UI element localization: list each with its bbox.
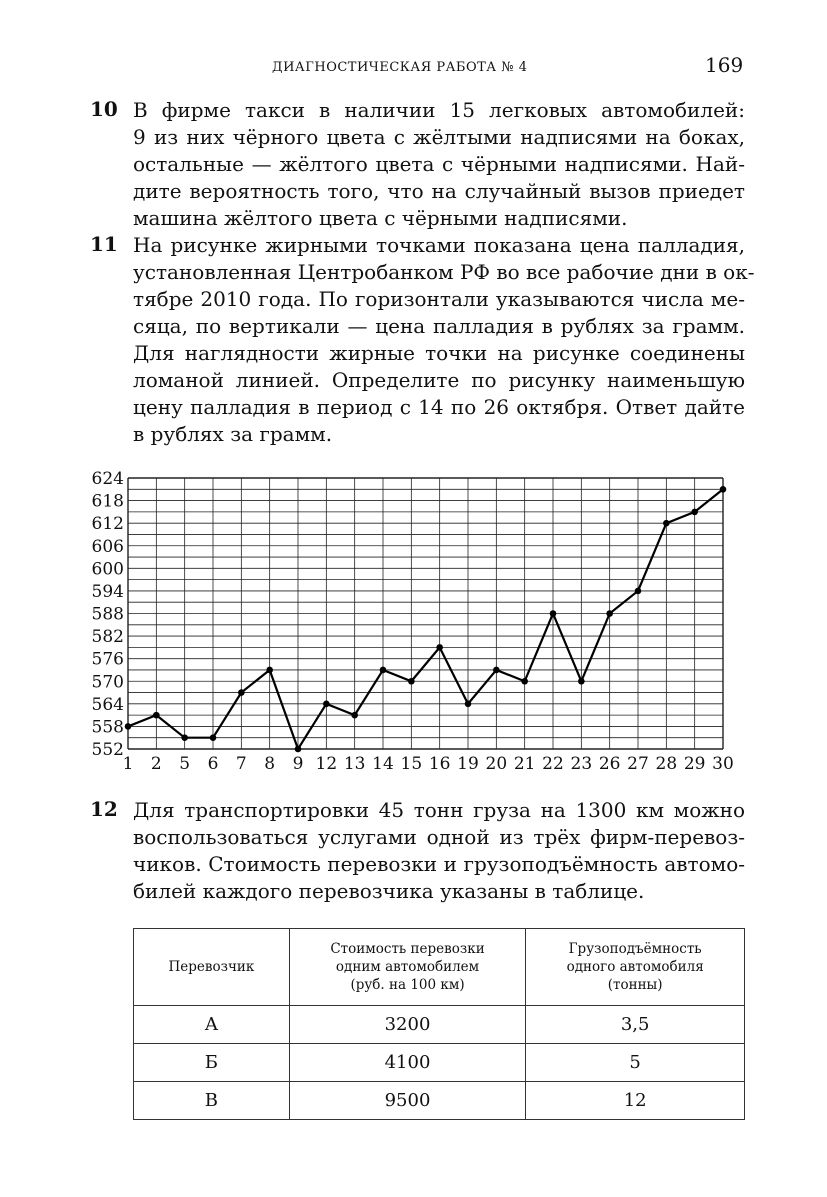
price-point <box>210 734 217 741</box>
chart-grid <box>128 478 723 749</box>
x-tick-label: 7 <box>235 754 247 774</box>
problem-text <box>133 797 745 905</box>
text-line: остальные — жёлтого цвета с чёрными надписями. Най- <box>133 152 745 176</box>
problem-number: 10 <box>90 97 118 121</box>
header-cell <box>526 929 745 1006</box>
text-line: тябре 2010 года. По горизонтали указываются числа ме- <box>133 287 745 311</box>
text-line: установленная Центробанком РФ во все рабочие дни в ок- <box>133 260 755 284</box>
problem-text <box>133 232 755 448</box>
y-tick-label: 588 <box>91 604 124 625</box>
table-row <box>134 1082 745 1120</box>
price-point <box>295 746 302 753</box>
table-cell: 12 <box>526 1082 745 1120</box>
text-line: сяца, по вертикали — цена палладия в рублях за грамм. <box>133 314 745 338</box>
table-cell: А <box>134 1006 290 1044</box>
price-point <box>465 701 472 708</box>
price-point <box>351 712 358 719</box>
y-tick-label: 582 <box>91 627 124 648</box>
price-point <box>720 486 727 493</box>
header-cell <box>289 929 526 1006</box>
x-tick-label: 20 <box>485 754 508 774</box>
header-line: одним автомобилем <box>335 959 480 975</box>
table-cell: Б <box>134 1044 290 1082</box>
x-tick-label: 14 <box>372 754 394 774</box>
problem-text <box>133 97 745 232</box>
x-tick-label: 23 <box>570 754 593 774</box>
x-tick-label: 27 <box>627 754 649 774</box>
table-cell: В <box>134 1082 290 1120</box>
price-point <box>436 644 443 651</box>
price-point <box>493 667 500 674</box>
header-line: (тонны) <box>607 977 663 993</box>
x-tick-label: 16 <box>428 754 451 774</box>
price-point <box>663 520 670 527</box>
x-tick-label: 29 <box>683 754 706 774</box>
price-point <box>606 610 613 617</box>
header-line: Перевозчик <box>168 959 255 975</box>
problem-number: 11 <box>90 232 118 256</box>
x-tick-label: 26 <box>598 754 621 774</box>
price-point <box>635 588 642 595</box>
table-cell: 3,5 <box>526 1006 745 1044</box>
y-tick-label: 600 <box>91 559 124 580</box>
y-tick-label: 570 <box>91 672 124 693</box>
x-tick-label: 6 <box>207 754 219 774</box>
text-line: Для транспортировки 45 тонн груза на 1300 км можно <box>133 798 745 822</box>
text-line: машина жёлтого цвета с чёрными надписями. <box>133 206 628 230</box>
header-line: одного автомобиля <box>566 959 704 975</box>
chart-labels <box>92 469 734 774</box>
x-tick-label: 19 <box>457 754 479 774</box>
x-tick-label: 28 <box>655 754 678 774</box>
header-line: Грузоподъёмность <box>568 941 702 957</box>
x-tick-label: 21 <box>513 754 536 774</box>
y-tick-label: 558 <box>91 717 124 738</box>
text-line: 9 из них чёрного цвета с жёлтыми надписями на боках, <box>133 125 745 149</box>
text-line: В фирме такси в наличии 15 легковых автомобилей: <box>133 98 745 122</box>
y-tick-label: 624 <box>91 469 124 489</box>
table-header-row <box>134 929 745 1006</box>
text-line: воспользоваться услугами одной из трёх фирм-перевоз- <box>133 825 745 849</box>
x-tick-label: 5 <box>179 754 191 774</box>
y-tick-label: 576 <box>91 649 124 670</box>
header-line: (руб. на 100 км) <box>350 977 465 993</box>
text-line: билей каждого перевозчика указаны в таблице. <box>133 879 645 903</box>
header-line: Стоимость перевозки <box>330 941 485 957</box>
table-cell: 3200 <box>289 1006 526 1044</box>
table-cell: 5 <box>526 1044 745 1082</box>
price-point <box>521 678 528 685</box>
table-row <box>134 1044 745 1082</box>
price-line <box>128 489 723 749</box>
chart-series <box>125 486 727 752</box>
table-cell: 9500 <box>289 1082 526 1120</box>
price-point <box>550 610 557 617</box>
x-tick-label: 1 <box>122 754 134 774</box>
x-tick-label: 2 <box>150 754 162 774</box>
price-point <box>266 667 273 674</box>
x-tick-label: 9 <box>292 754 304 774</box>
x-tick-label: 15 <box>400 754 423 774</box>
table-row <box>134 1006 745 1044</box>
text-line: чиков. Стоимость перевозки и грузоподъёмность автомо- <box>133 852 745 876</box>
text-line: дите вероятность того, что на случайный вызов приедет <box>133 179 745 203</box>
price-point <box>238 689 245 696</box>
text-line: ломаной линией. Определите по рисунку наименьшую <box>133 368 745 392</box>
header-title: ДИАГНОСТИЧЕСКАЯ РАБОТА № 4 <box>272 60 528 75</box>
table-cell: 4100 <box>289 1044 526 1082</box>
text-line: цену палладия в период с 14 по 26 октября. Ответ дайте <box>133 395 745 419</box>
price-point <box>153 712 160 719</box>
x-tick-label: 22 <box>542 754 564 774</box>
header-cell <box>134 929 290 1006</box>
carriers-table <box>133 928 745 1120</box>
price-point <box>125 723 132 730</box>
y-tick-label: 612 <box>91 514 124 535</box>
y-tick-label: 564 <box>91 694 124 715</box>
text-line: Для наглядности жирные точки на рисунке соединены <box>133 341 745 365</box>
price-point <box>691 509 698 516</box>
price-point <box>181 734 188 741</box>
y-tick-label: 606 <box>91 536 124 557</box>
text-line: На рисунке жирными точками показана цена палладия, <box>133 233 745 257</box>
price-point <box>380 667 387 674</box>
text-line: в рублях за грамм. <box>133 422 333 446</box>
palladium-price-chart <box>0 462 827 782</box>
y-tick-label: 594 <box>91 581 124 602</box>
page-number: 169 <box>705 53 744 77</box>
y-tick-label: 552 <box>91 740 124 760</box>
problem-number: 12 <box>90 797 118 821</box>
x-tick-label: 13 <box>343 754 366 774</box>
x-tick-label: 30 <box>712 754 734 774</box>
x-tick-label: 12 <box>315 754 338 774</box>
price-point <box>408 678 415 685</box>
price-point <box>323 701 330 708</box>
y-tick-label: 618 <box>91 491 124 512</box>
price-point <box>578 678 585 685</box>
x-tick-label: 8 <box>264 754 276 774</box>
